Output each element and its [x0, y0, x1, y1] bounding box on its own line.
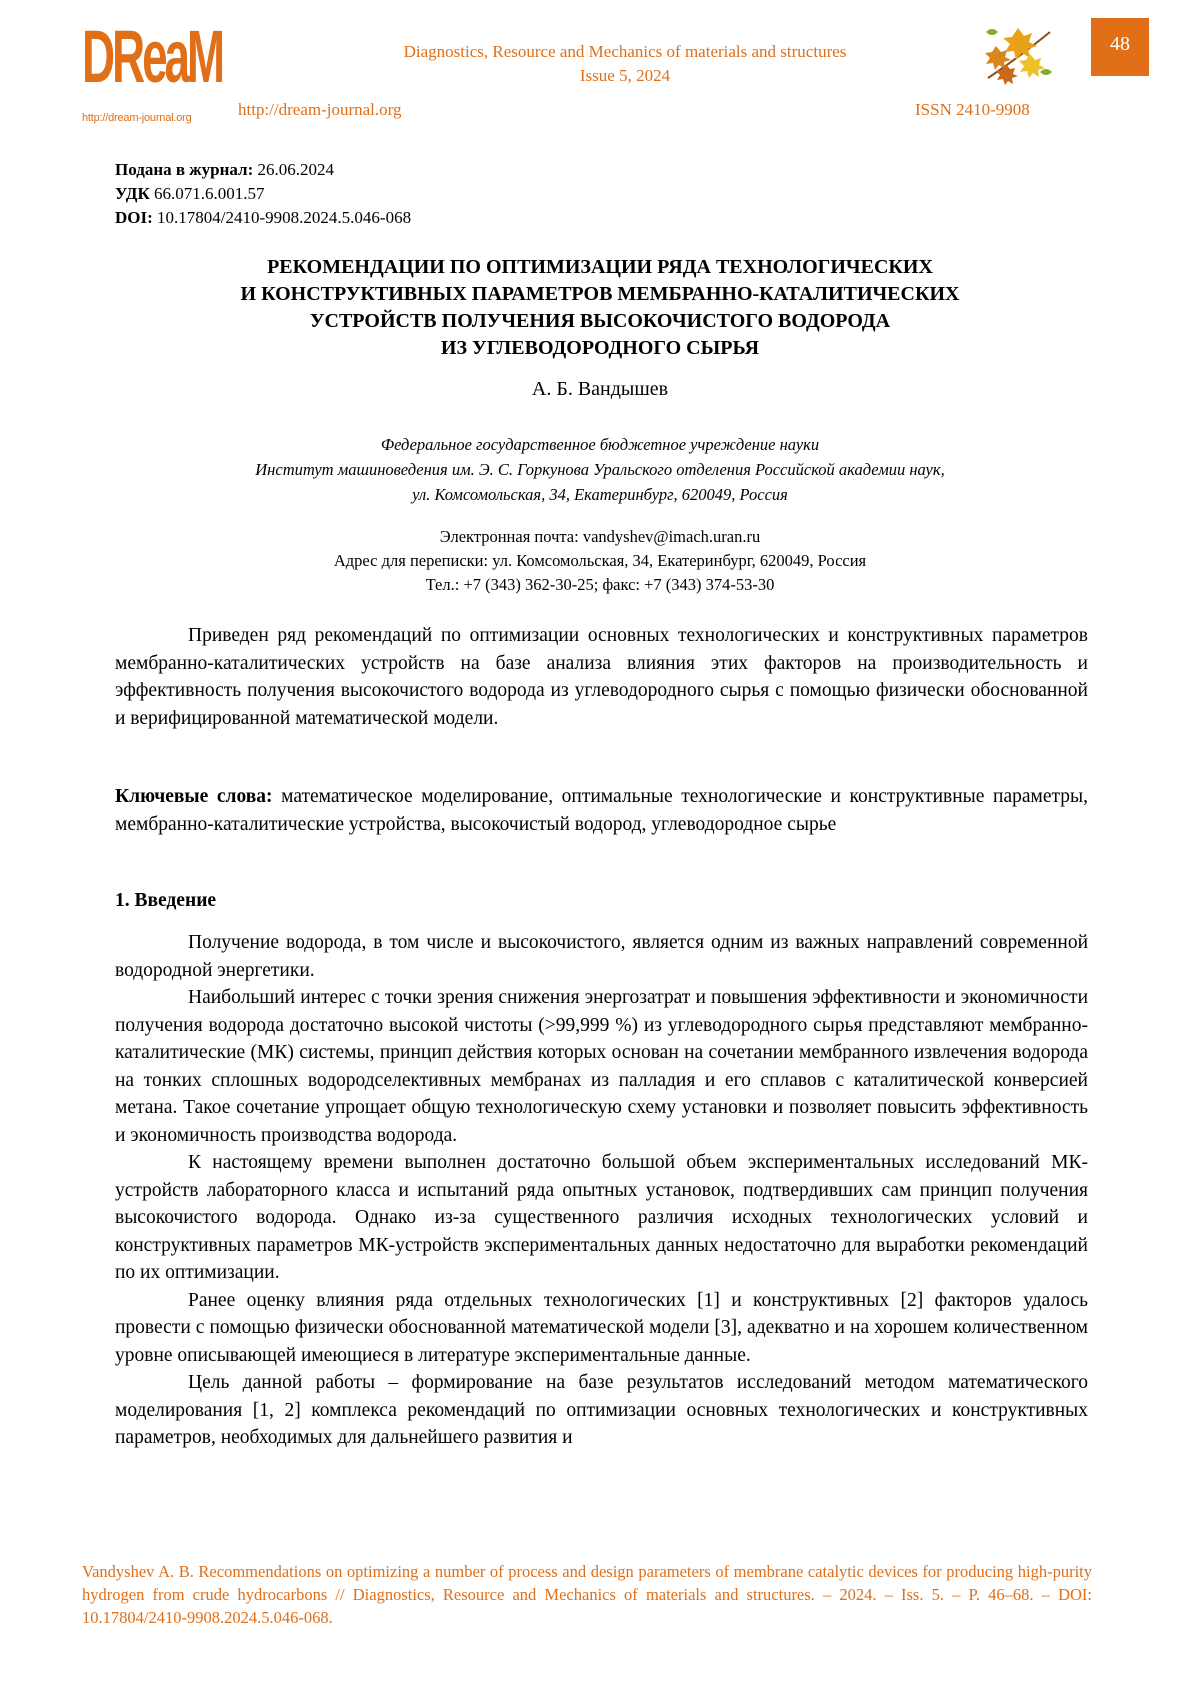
abstract	[115, 622, 1088, 732]
author-name: А. Б. Вандышев	[531, 378, 669, 400]
paragraph: Получение водорода, в том числе и высокочистого, является одним из важных направлений современной водородной энергетики.	[115, 932, 1088, 981]
address-line: Адрес для переписки: ул. Комсомольская, 34, Екатеринбург, 620049, Россия	[333, 551, 867, 570]
contact-info	[150, 525, 1050, 597]
doi-label: DOI:	[115, 208, 153, 227]
logo-text: DReaM	[82, 15, 223, 98]
citation-footer: Vandyshev A. B. Recommendations on optimizing a number of process and design parameters of membrane catalytic devices for producing high-purity hydrogen from crude hydrocarbons // Diagnostics, Resource and Mechanics of materials and structures. – 2024. – Iss. 5. – P. 46–68. – DOI: 10.17804/2410-9908.2024.5.046-068.	[82, 1562, 1092, 1627]
journal-issue: Issue 5, 2024	[579, 66, 671, 85]
doi-value[interactable]: 10.17804/2410-9908.2024.5.046-068	[157, 208, 412, 227]
journal-logo[interactable]	[82, 14, 223, 130]
affiliation-line: ул. Комсомольская, 34, Екатеринбург, 620049, Россия	[412, 485, 788, 504]
autumn-leaves-icon	[978, 18, 1058, 90]
journal-name: Diagnostics, Resource and Mechanics of materials and structures	[403, 42, 847, 61]
issn-label: ISSN 2410-9908	[915, 100, 1030, 119]
paragraph: Наибольший интерес с точки зрения снижения энергозатрат и повышения эффективности и экономичности получения водорода достаточно высокой чистоты (>99,999 %) из углеводородного сырья представляют мембранно-каталитические (МК) системы, принцип действия которых основан на сочетании мембранного извлечения водорода на тонких сплошных водородселективных мембранах из палладия и его сплавов с каталитической конверсией метана. Такое сочетание упрощает общую технологическую схему установки и позволяет повысить эффективность и экономичность производства водорода.	[115, 987, 1088, 1146]
submitted-label: Подана в журнал:	[115, 160, 254, 179]
keywords-label: Ключевые слова:	[115, 786, 273, 807]
submitted-row	[115, 158, 411, 182]
doi-row	[115, 206, 411, 230]
email-line[interactable]: Электронная почта: vandyshev@imach.uran.ru	[439, 527, 761, 546]
paragraph: К настоящему времени выполнен достаточно большой объем экспериментальных исследований МК-устройств лабораторного класса и испытаний ряда опытных установок, подтвердивших сам принцип получения высокочистого водорода. Однако из-за существенного различия исходных технологических условий и конструктивных параметров МК-устройств экспериментальных данных недостаточно для выработки рекомендаций по их оптимизации.	[115, 1152, 1088, 1283]
logo-url: http://dream-journal.org	[82, 112, 192, 124]
udc-row	[115, 182, 411, 206]
title-line: УСТРОЙСТВ ПОЛУЧЕНИЯ ВЫСОКОЧИСТОГО ВОДОРОДА	[309, 310, 891, 332]
udc-label: УДК	[115, 184, 150, 203]
keywords	[115, 783, 1088, 838]
section-heading: 1. Введение	[115, 890, 217, 911]
affiliation-line: Федеральное государственное бюджетное учреждение науки	[380, 435, 820, 454]
page-number: 48	[1091, 18, 1149, 76]
submitted-date: 26.06.2024	[257, 160, 334, 179]
paragraph: Ранее оценку влияния ряда отдельных технологических [1] и конструктивных [2] факторов удалось провести с помощью физически обоснованной математической модели [3], адекватно и на хорошем количественном уровне описывающей имеющиеся в литературе экспериментальные данные.	[115, 1289, 1088, 1366]
article-title	[140, 254, 1060, 362]
journal-title	[330, 40, 920, 88]
introduction-body	[115, 929, 1088, 1452]
article-metadata	[115, 158, 411, 230]
title-line: ИЗ УГЛЕВОДОРОДНОГО СЫРЬЯ	[440, 337, 760, 359]
affiliation-line: Институт машиноведения им. Э. С. Горкунова Уральского отделения Российской академии наук,	[255, 460, 945, 479]
title-line: И КОНСТРУКТИВНЫХ ПАРАМЕТРОВ МЕМБРАННО-КАТАЛИТИЧЕСКИХ	[240, 283, 960, 305]
paragraph: Цель данной работы – формирование на базе результатов исследований методом математического моделирования [1, 2] комплекса рекомендаций по оптимизации основных технологических и конструктивных параметров, необходимых для дальнейшего развития и	[115, 1372, 1088, 1448]
title-line: РЕКОМЕНДАЦИИ ПО ОПТИМИЗАЦИИ РЯДА ТЕХНОЛОГИЧЕСКИХ	[267, 256, 933, 278]
journal-site-link[interactable]: http://dream-journal.org	[238, 100, 402, 119]
affiliation	[150, 432, 1050, 507]
phone-line: Тел.: +7 (343) 362-30-25; факс: +7 (343) 374-53-30	[425, 575, 775, 594]
udc-value: 66.071.6.001.57	[154, 184, 265, 203]
abstract-text: Приведен ряд рекомендаций по оптимизации основных технологических и конструктивных параметров мембранно-каталитических устройств на базе анализа влияния этих факторов на производительность и эффективность получения высокочистого водорода из углеводородного сырья с помощью физически обоснованной и верифицированной математической модели.	[115, 625, 1088, 729]
keywords-text: математическое моделирование, оптимальные технологические и конструктивные параметры, мембранно-каталитические устройства, высокочистый водород, углеводородное сырье	[115, 786, 1089, 835]
